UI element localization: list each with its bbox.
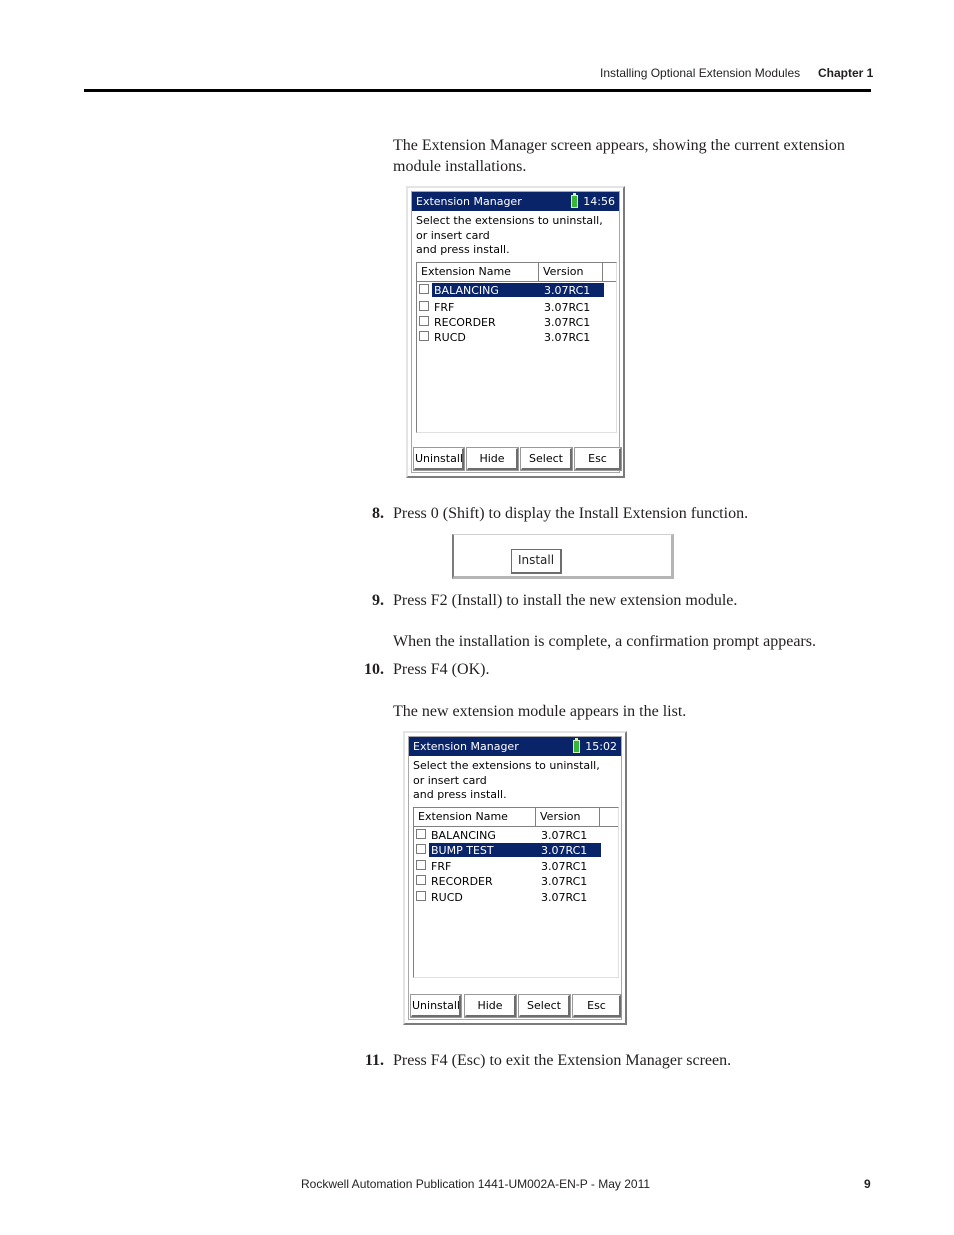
instruction-line: and press install. — [413, 788, 507, 801]
checkbox[interactable] — [416, 860, 426, 870]
instruction-line: Select the extensions to uninstall, — [416, 214, 603, 227]
column-header-name[interactable]: Extension Name — [417, 263, 539, 282]
esc-button[interactable]: Esc — [575, 448, 621, 470]
column-header-version[interactable]: Version — [536, 808, 600, 827]
checkbox[interactable] — [416, 875, 426, 885]
esc-button[interactable]: Esc — [573, 995, 621, 1017]
checkbox[interactable] — [419, 284, 429, 294]
screen-title: Extension Manager — [413, 740, 519, 753]
step-text: Press F2 (Install) to install the new extension module. — [393, 592, 738, 609]
clock: 14:56 — [583, 195, 615, 208]
battery-icon — [571, 195, 578, 208]
extension-name: RECORDER — [434, 316, 496, 329]
step-number: 9. — [372, 592, 384, 609]
screen-title: Extension Manager — [416, 195, 522, 208]
header-rule — [84, 89, 871, 92]
instructions — [416, 214, 603, 258]
hide-button[interactable]: Hide — [467, 448, 518, 470]
instruction-line: or insert card — [413, 773, 487, 787]
extension-name: BALANCING — [431, 829, 496, 842]
extension-version: 3.07RC1 — [541, 860, 588, 873]
softkey-bar — [409, 993, 621, 1018]
step-text: Press 0 (Shift) to display the Install Extension function. — [393, 505, 749, 522]
intro-line-1: The Extension Manager screen appears, showing the current extension — [393, 137, 845, 154]
hide-button[interactable]: Hide — [465, 995, 516, 1017]
extension-name: BALANCING — [434, 284, 499, 297]
step-number: 10. — [364, 661, 384, 678]
step-text: Press F4 (Esc) to exit the Extension Manager screen. — [393, 1052, 732, 1069]
battery-icon — [573, 740, 580, 753]
column-header-version[interactable]: Version — [539, 263, 603, 282]
step-10-note: The new extension module appears in the list. — [393, 703, 687, 720]
extension-name: BUMP TEST — [431, 844, 494, 857]
extension-name: RUCD — [434, 331, 466, 344]
step-11 — [364, 1051, 732, 1071]
instruction-line: Select the extensions to uninstall, — [413, 759, 600, 772]
clock: 15:02 — [585, 740, 617, 753]
checkbox[interactable] — [419, 331, 429, 341]
install-button[interactable]: Install — [511, 549, 562, 574]
step-9-note: When the installation is complete, a confirmation prompt appears. — [393, 633, 816, 650]
instruction-line: and press install. — [416, 243, 510, 256]
extension-list[interactable] — [413, 807, 619, 978]
checkbox[interactable] — [416, 891, 426, 901]
extension-name: FRF — [434, 301, 455, 314]
extension-version: 3.07RC1 — [541, 829, 588, 842]
extension-version: 3.07RC1 — [544, 316, 591, 329]
extension-name: RECORDER — [431, 875, 493, 888]
extension-name: RUCD — [431, 891, 463, 904]
extension-version: 3.07RC1 — [544, 331, 591, 344]
page-number: 9 — [864, 1177, 871, 1191]
step-text: Press F4 (OK). — [393, 661, 490, 678]
uninstall-button[interactable]: Uninstall — [411, 995, 461, 1017]
running-header-section: Installing Optional Extension Modules — [600, 66, 801, 80]
extension-name: FRF — [431, 860, 452, 873]
extension-version: 3.07RC1 — [541, 875, 588, 888]
checkbox[interactable] — [419, 316, 429, 326]
extension-version: 3.07RC1 — [544, 284, 591, 297]
screen-frame — [411, 191, 620, 473]
select-button[interactable]: Select — [519, 995, 570, 1017]
instruction-line: or insert card — [416, 228, 490, 242]
footer-publication: Rockwell Automation Publication 1441-UM002A-EN-P - May 2011 — [301, 1177, 651, 1191]
instructions — [413, 759, 600, 803]
screen-frame — [408, 736, 622, 1020]
extension-manager-screen-2 — [403, 731, 627, 1025]
extension-version: 3.07RC1 — [541, 891, 588, 904]
select-button[interactable]: Select — [521, 448, 572, 470]
header-divider — [600, 826, 618, 827]
step-10 — [364, 660, 490, 680]
install-softkey-panel — [452, 534, 674, 579]
step-8 — [372, 504, 749, 524]
column-header-name[interactable]: Extension Name — [414, 808, 536, 827]
step-number: 11. — [364, 1052, 384, 1069]
extension-version: 3.07RC1 — [544, 301, 591, 314]
softkey-bar — [412, 446, 619, 471]
header-divider — [603, 281, 616, 282]
step-number: 8. — [372, 505, 384, 522]
extension-version: 3.07RC1 — [541, 844, 588, 857]
checkbox[interactable] — [416, 844, 426, 854]
extension-list[interactable] — [416, 262, 617, 433]
intro-paragraph — [393, 135, 845, 177]
title-bar — [412, 192, 619, 211]
checkbox[interactable] — [416, 829, 426, 839]
title-bar — [409, 737, 621, 756]
running-header-chapter: Chapter 1 — [818, 66, 874, 80]
intro-line-2: module installations. — [393, 158, 527, 175]
step-9 — [372, 591, 738, 611]
checkbox[interactable] — [419, 301, 429, 311]
uninstall-button[interactable]: Uninstall — [414, 448, 464, 470]
extension-manager-screen-1 — [406, 186, 625, 478]
